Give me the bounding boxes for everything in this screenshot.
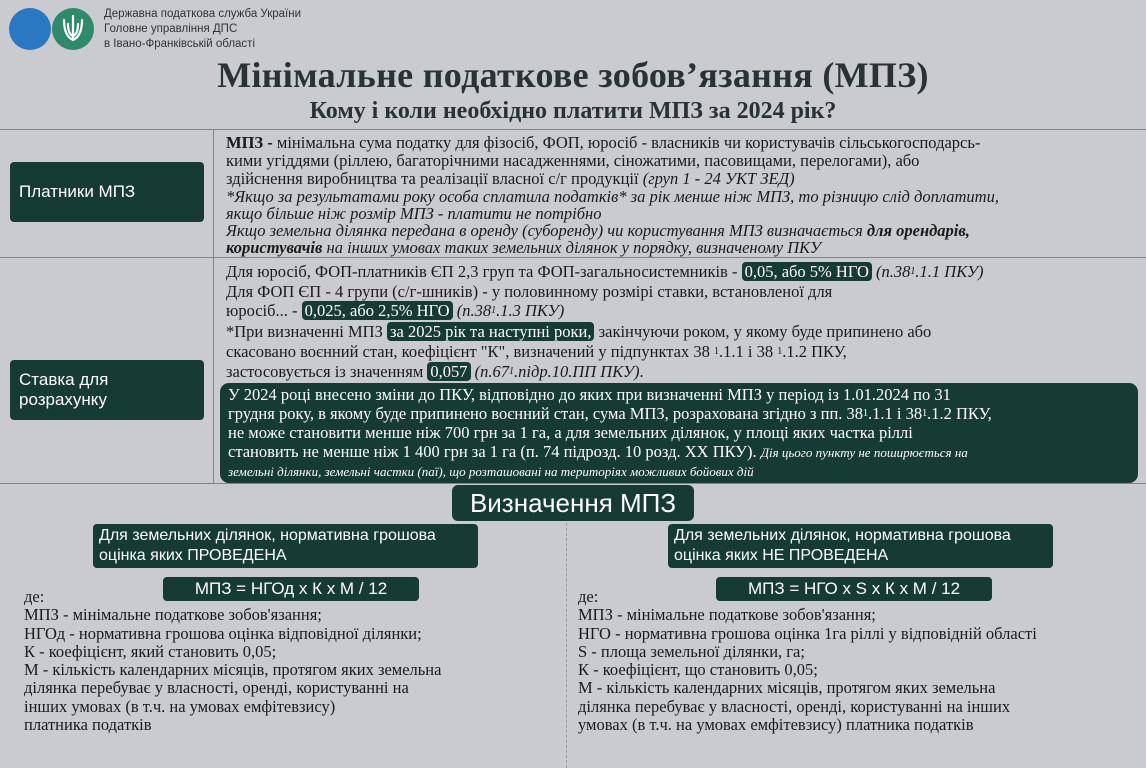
right-heading-line-2: оцінка яких НЕ ПРОВЕДЕНА — [674, 547, 889, 564]
rate-label: Ставка для розрахунку — [10, 360, 204, 420]
left-def-line: платника податків — [24, 715, 152, 735]
org-line-1: Державна податкова служба України — [104, 8, 301, 20]
rate-line-2: Для ФОП ЄП - 4 групи (с/г-шників) - у половинному розмірі ставки, встановленої для — [226, 282, 833, 301]
box-line-4: становить не менше ніж 1 400 грн за 1 га (п. 74 підрозд. 10 розд. ХХ ПКУ). Дія цього пункту не поширюється на — [228, 442, 968, 461]
box-line-2: грудня року, в якому буде припинено воєнний стан, сума МПЗ, розрахована згідно з пп. $38^1.1.1$ і $38^1.1.2$ ПКУ, — [228, 404, 992, 423]
payers-line-5: якщо більше ніж розмір МПЗ - платити не потрібно — [226, 204, 602, 223]
right-definitions — [578, 588, 1037, 734]
definition-title: Визначення МПЗ — [452, 485, 694, 521]
right-heading-line-1: Для земельних ділянок, нормативна грошова — [674, 527, 1011, 544]
left-heading-line-2: оцінка яких ПРОВЕДЕНА — [99, 547, 287, 564]
org-line-2: Головне управління ДПС — [104, 23, 238, 35]
left-formula: МПЗ = НГОд х К х М / 12 — [163, 577, 419, 601]
dps-logo-circle — [9, 8, 51, 50]
right-def-line: S - площа земельної ділянки, га; — [578, 641, 805, 661]
column-separator — [566, 523, 567, 768]
left-def-line: де: — [24, 587, 45, 606]
page-subtitle: Кому і коли необхідно платити МПЗ за 2024 рік? — [309, 98, 837, 124]
trident-emblem-icon — [52, 8, 94, 50]
payers-line-6: Якщо земельна ділянка передана в оренду (суборенду) чи користування МПЗ визначається для орендарів, — [226, 221, 970, 240]
box-line-3: не може становити менше ніж 700 грн за 1 га, а для земельних ділянок, у площі яких частка ріллі — [228, 423, 913, 442]
rate-line-3: юросіб... - 0,025, або 2,5% НГО ($п.38^1.1.3$ ПКУ) — [226, 301, 565, 320]
divider-middle — [0, 257, 1146, 258]
rate-highlight-5pct: 0,05, або 5% НГО — [742, 262, 872, 281]
divider-vertical — [213, 129, 214, 483]
left-def-line: М - кількість календарних місяців, протягом яких земельна — [24, 660, 442, 680]
payers-line-7: користувачів на інших умовах таких земельних ділянок у порядку, визначеному ПКУ — [226, 238, 821, 257]
changes-2024-box — [220, 383, 1138, 483]
rate-line-4: *При визначенні МПЗ за 2025 рік та наступні роки, закінчуючи роком, у якому буде припинено або — [226, 322, 932, 341]
divider-top — [0, 129, 1146, 130]
box-line-5: земельні ділянки, земельні частки (паї), що розташовані на територіях можливих бойових дій — [228, 464, 754, 479]
rate-highlight-2025: за 2025 рік та наступні роки, — [387, 322, 595, 341]
left-heading-line-1: Для земельних ділянок, нормативна грошова — [99, 527, 436, 544]
left-def-line: інших умовах (в т.ч. на умовах емфітевзису) — [24, 696, 336, 716]
rate-line-6: застосовується із значенням 0,057 ($п.67^1.підр.10.ПП$ ПКУ). — [226, 362, 644, 381]
right-def-line: М - кількість календарних місяців, протягом яких земельна — [578, 678, 996, 698]
payers-line-4: *Якщо за результатами року особа сплатила податків* за рік менше ніж МПЗ, то різницю слід доплатити, — [226, 187, 999, 206]
left-def-line: НГОд - нормативна грошова оцінка відповідної ділянки; — [24, 623, 422, 643]
org-name — [104, 7, 301, 52]
left-def-line: ділянка перебуває у власності, оренді, користуванні на — [24, 678, 409, 698]
right-formula: МПЗ = НГО х S х К х М / 12 — [716, 577, 992, 601]
left-column-heading — [93, 524, 478, 568]
divider-bottom — [0, 483, 1146, 484]
right-def-line: К - коефіцієнт, що становить 0,05; — [578, 660, 818, 680]
left-definitions — [24, 588, 441, 734]
rate-highlight-0057: 0,057 — [427, 362, 470, 381]
payers-label: Платники МПЗ — [10, 162, 204, 222]
box-line-1: У 2024 році внесено зміни до ПКУ, відповідно до яких при визначенні МПЗ у період із 1.01.2024 по 31 — [228, 385, 951, 404]
payers-line-2: кими угіддями (ріллею, багаторічними насадженнями, сіножатими, пасовищами, перелогами), або — [226, 151, 920, 170]
right-def-line: ділянка перебуває у власності, оренді, користуванні на інших — [578, 696, 1011, 716]
rate-line-1: Для юросіб, ФОП-платників ЄП 2,3 груп та ФОП-загальносистемників - 0,05, або 5% НГО ($п.38^1.1.1$ ПКУ) — [226, 262, 984, 281]
rate-line-5: скасовано воєнний стан, коефіцієнт "К", визначений у підпунктах 38 $^1$.1.1 і 38 $^1$.1.2 ПКУ, — [226, 342, 847, 361]
org-line-3: в Івано-Франківській області — [104, 38, 255, 50]
right-def-line: умовах (в т.ч. на умовах емфітевзису) платника податків — [578, 715, 974, 735]
rate-highlight-2-5pct: 0,025, або 2,5% НГО — [302, 301, 453, 320]
page-title: Мінімальне податкове зобов’язання (МПЗ) — [217, 55, 929, 95]
payers-line-1: МПЗ - мінімальна сума податку для фізосіб, ФОП, юросіб - власників чи користувачів сільськогосподарсь- — [226, 133, 981, 152]
right-def-line: де: — [578, 587, 599, 606]
payers-line-3: здійснення виробництва та реалізації власної с/г продукції (груп 1 - 24 УКТ ЗЕД) — [226, 169, 795, 188]
right-def-line: МПЗ - мінімальне податкове зобов'язання; — [578, 605, 876, 625]
right-column-heading — [668, 524, 1053, 568]
right-def-line: НГО - нормативна грошова оцінка 1га ріллі у відповідній області — [578, 623, 1037, 643]
left-def-line: МПЗ - мінімальне податкове зобов'язання; — [24, 605, 322, 625]
left-def-line: К - коефіцієнт, який становить 0,05; — [24, 641, 277, 661]
